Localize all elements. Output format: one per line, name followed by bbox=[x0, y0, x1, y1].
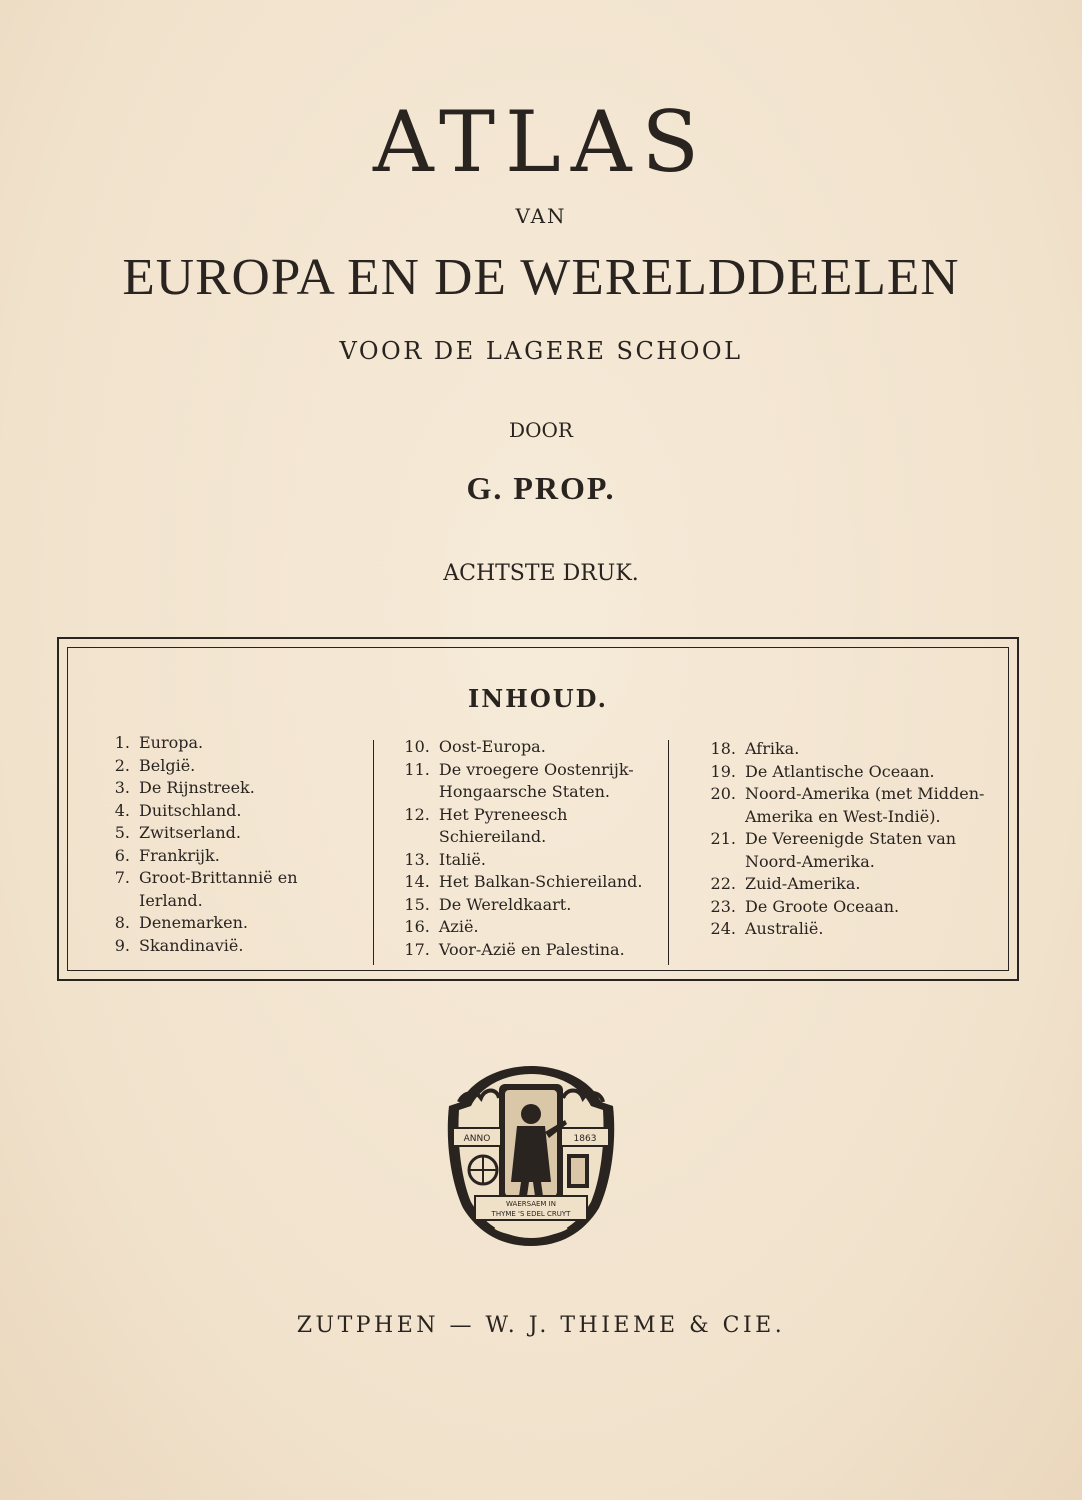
toc-entry bbox=[88, 777, 358, 800]
toc-entry-title: De Groote Oceaan. bbox=[745, 896, 900, 916]
toc-entry bbox=[700, 761, 1000, 784]
toc-entry bbox=[700, 896, 1000, 919]
toc-entry bbox=[398, 871, 678, 894]
toc-entry-title: Zuid-Amerika. bbox=[745, 874, 861, 893]
table-of-contents bbox=[57, 637, 1019, 981]
toc-entry bbox=[398, 939, 678, 962]
toc-entry-number: 13. bbox=[404, 849, 430, 869]
toc-entry bbox=[88, 800, 358, 823]
toc-entry-number: 14. bbox=[404, 872, 430, 891]
toc-entry-title: Afrika. bbox=[745, 739, 800, 758]
toc-entry-title: Zwitserland. bbox=[139, 823, 241, 842]
toc-entry bbox=[398, 804, 678, 849]
toc-entry-title: Duitschland. bbox=[139, 800, 242, 820]
toc-entry bbox=[88, 912, 358, 935]
toc-entry-number: 2. bbox=[114, 755, 130, 775]
toc-entry-number: 10. bbox=[404, 737, 430, 756]
toc-entry-title: Groot-Brittannië en Ierland. bbox=[139, 868, 298, 910]
toc-entry bbox=[700, 873, 1000, 896]
seal-motto-2: THYME 'S EDEL CRUYT bbox=[491, 1210, 571, 1218]
toc-entry-title: Het Pyreneesch Schiereiland. bbox=[438, 804, 568, 846]
author-name: G. PROP. bbox=[466, 470, 616, 506]
toc-entry bbox=[700, 918, 1000, 941]
toc-entry-title: Frankrijk. bbox=[139, 845, 220, 865]
page-title: ATLAS bbox=[372, 93, 710, 191]
toc-entry-number: 12. bbox=[404, 804, 430, 824]
toc-entry-title: De Rijnstreek. bbox=[139, 778, 255, 797]
toc-entry-title: Italië. bbox=[438, 849, 486, 869]
toc-inner-border bbox=[67, 647, 1009, 971]
column-divider bbox=[373, 740, 374, 965]
toc-column-1 bbox=[88, 732, 358, 957]
toc-entry-number: 4. bbox=[114, 800, 130, 820]
toc-entry-number: 1. bbox=[114, 733, 130, 752]
toc-entry-title: De Wereldkaart. bbox=[438, 894, 572, 914]
toc-entry-title: De Atlantische Oceaan. bbox=[745, 761, 935, 781]
toc-entry bbox=[88, 845, 358, 868]
toc-entry-title: Australië. bbox=[745, 919, 824, 938]
publisher-imprint: ZUTPHEN — W. J. THIEME & CIE. bbox=[296, 1313, 786, 1338]
edition-label: ACHTSTE DRUK. bbox=[443, 561, 639, 586]
toc-heading: INHOUD. bbox=[468, 684, 608, 713]
toc-entry bbox=[88, 732, 358, 755]
toc-entry bbox=[88, 822, 358, 845]
toc-entry-number: 5. bbox=[114, 823, 130, 842]
toc-entry bbox=[88, 935, 358, 958]
toc-entry-number: 23. bbox=[710, 896, 736, 916]
toc-entry-number: 19. bbox=[710, 761, 736, 781]
toc-entry-number: 21. bbox=[710, 829, 736, 848]
toc-entry-title: België. bbox=[139, 755, 196, 775]
main-title: EUROPA EN DE WERELDDEELEN bbox=[122, 249, 960, 306]
toc-entry-title: Noord-Amerika (met Midden-Amerika en West-Indië). bbox=[745, 784, 985, 826]
toc-entry bbox=[700, 828, 1000, 873]
toc-entry-number: 6. bbox=[114, 845, 130, 865]
toc-entry bbox=[398, 849, 678, 872]
publisher-seal-icon bbox=[441, 1062, 621, 1248]
toc-entry-number: 3. bbox=[114, 778, 130, 797]
toc-entry-number: 11. bbox=[404, 759, 430, 779]
toc-entry bbox=[398, 759, 678, 804]
toc-entry-title: Denemarken. bbox=[139, 913, 248, 932]
toc-column-2 bbox=[398, 736, 678, 961]
toc-entry-number: 22. bbox=[710, 874, 736, 893]
toc-entry-number: 16. bbox=[404, 917, 430, 936]
toc-entry-number: 7. bbox=[114, 868, 130, 887]
toc-entry-number: 18. bbox=[710, 739, 736, 758]
seal-text-right: 1863 bbox=[573, 1134, 597, 1144]
toc-entry bbox=[398, 894, 678, 917]
author-prefix: DOOR bbox=[509, 418, 573, 442]
toc-entry-number: 8. bbox=[114, 913, 130, 932]
toc-entry bbox=[398, 916, 678, 939]
toc-entry-title: Oost-Europa. bbox=[438, 737, 546, 756]
title-connector: VAN bbox=[515, 204, 567, 228]
toc-entry-title: Skandinavië. bbox=[139, 935, 244, 955]
toc-entry-title: Europa. bbox=[139, 733, 204, 752]
toc-entry-number: 20. bbox=[710, 784, 736, 803]
toc-entry bbox=[700, 783, 1000, 828]
toc-entry-title: Azië. bbox=[438, 917, 479, 936]
toc-entry-number: 9. bbox=[114, 935, 130, 955]
toc-entry-title: De Vereenigde Staten van Noord-Amerika. bbox=[745, 829, 957, 871]
toc-entry bbox=[398, 736, 678, 759]
toc-entry-number: 15. bbox=[404, 894, 430, 914]
toc-entry bbox=[88, 867, 358, 912]
toc-entry-title: De vroegere Oostenrijk-Hongaarsche Staten. bbox=[438, 759, 634, 801]
toc-entry bbox=[88, 755, 358, 778]
toc-entry-title: Het Balkan-Schiereiland. bbox=[438, 872, 643, 891]
seal-text-left: ANNO bbox=[463, 1134, 491, 1144]
toc-entry-number: 17. bbox=[404, 939, 430, 959]
toc-entry bbox=[700, 738, 1000, 761]
seal-motto-1: WAERSAEM IN bbox=[506, 1200, 556, 1208]
toc-entry-title: Voor-Azië en Palestina. bbox=[438, 939, 625, 959]
toc-entry-number: 24. bbox=[710, 919, 736, 938]
subtitle: VOOR DE LAGERE SCHOOL bbox=[339, 337, 743, 365]
toc-column-3 bbox=[700, 738, 1000, 941]
